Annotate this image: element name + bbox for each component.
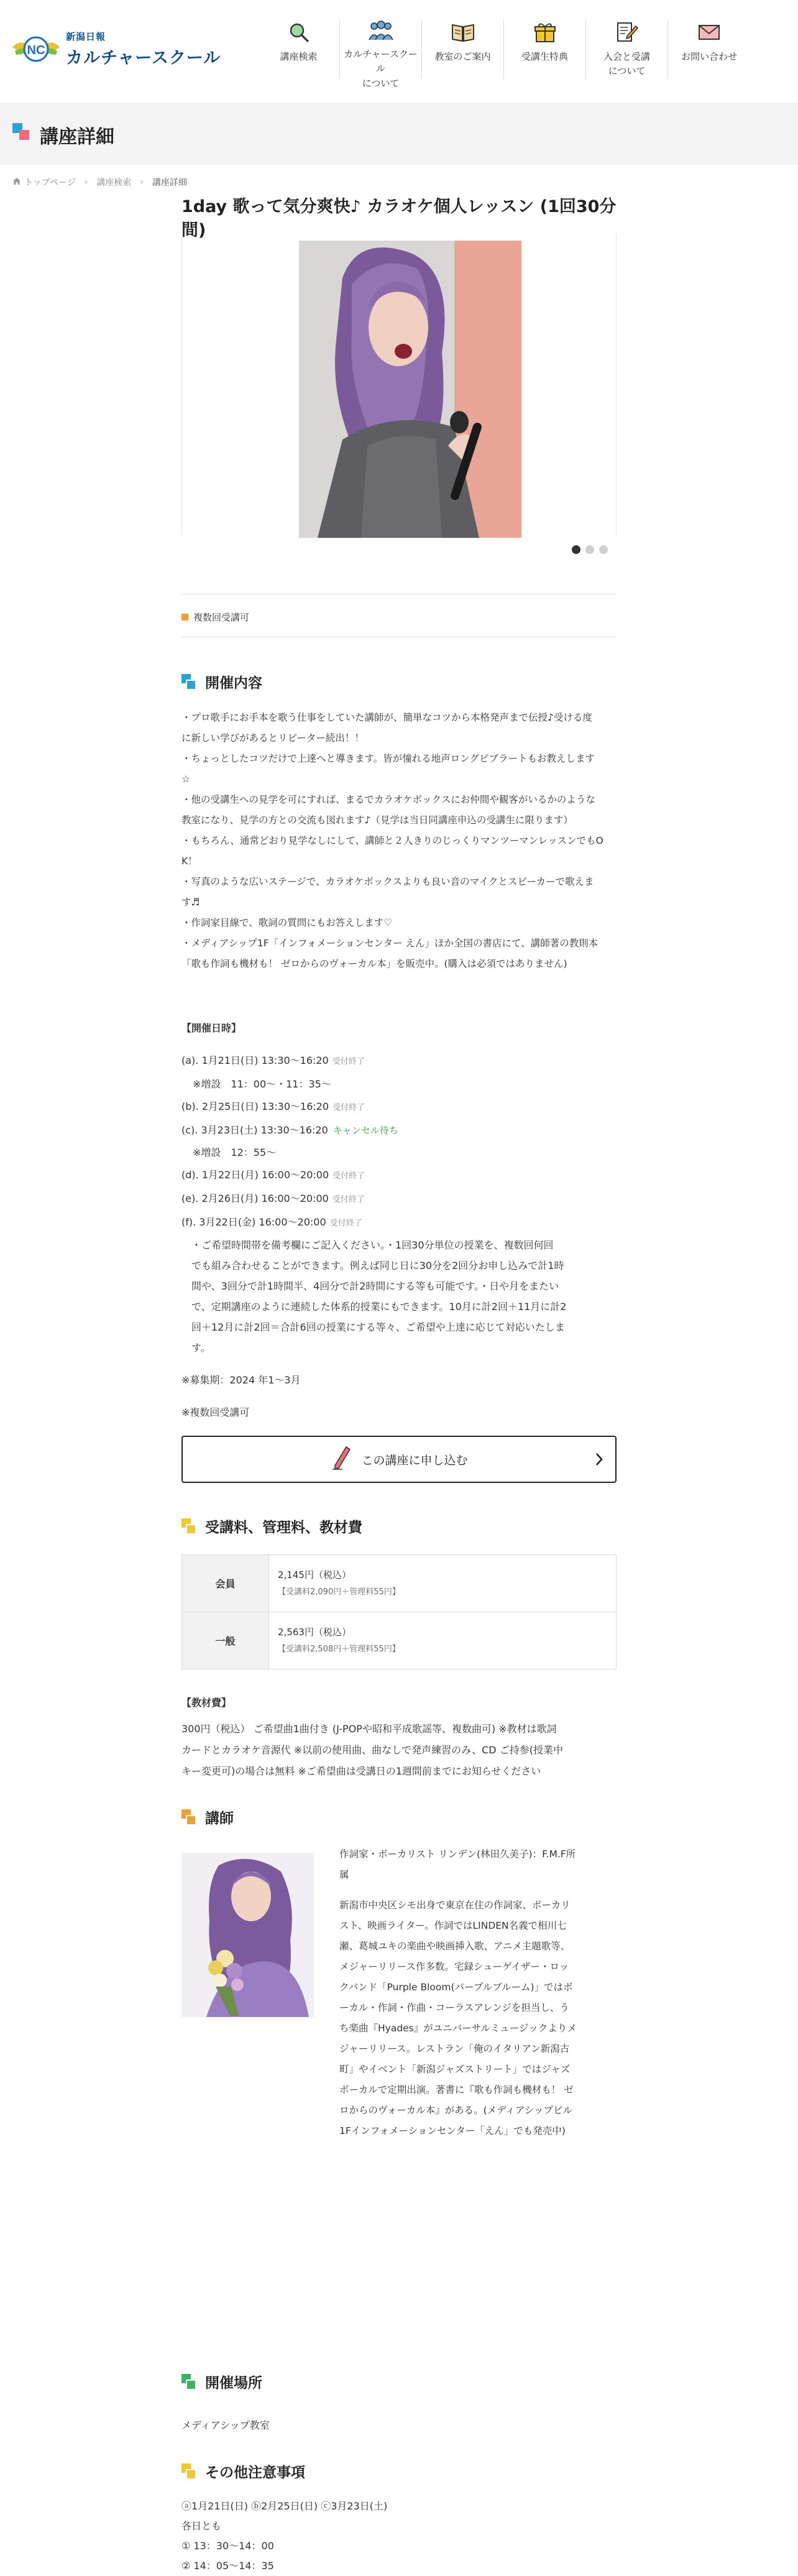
apply-button-label: この講座に申し込む	[361, 1453, 468, 1467]
status-closed: 受付終了	[332, 1103, 365, 1112]
book-icon	[451, 20, 475, 45]
course-title: 1day 歌って気分爽快♪ カラオケ個人レッスン (1回30分間)	[181, 197, 617, 240]
content-line: ・ちょっとしたコツだけで上達へと導きます。皆が憧れる地声ロングビブラートもお教えします	[181, 753, 595, 764]
material-heading: 【教材費】	[181, 1697, 232, 1709]
table-row	[182, 1612, 617, 1669]
pen-icon	[330, 1446, 352, 1474]
nav-item-enrollment[interactable]	[586, 20, 668, 79]
site-logo[interactable]	[11, 30, 221, 68]
content-line: ・もちろん、通常どおり見学なしにして、講師と２人きりのじっくりマンツーマンレッスンでもO	[181, 835, 603, 846]
notes-line: ⓐ1月21日(日) ⓑ2月25日(日) ⓒ3月23日(土)	[181, 2500, 388, 2512]
multi-attendance-note: ※複数回受講可	[181, 1406, 250, 1418]
material-line: キー変更可)の場合は無料 ※ご希望曲は受講日の1週間前までにお知らせください	[181, 1765, 541, 1777]
slider-dot[interactable]	[599, 545, 608, 554]
section-heading-text: その他注意事項	[205, 2465, 305, 2481]
schedule-item-c: (c). 3月23日(土) 13:30〜16:20 キャンセル待ち	[181, 1124, 398, 1136]
nav-label: 入会と受講 について	[603, 51, 650, 77]
teacher-photo	[181, 1853, 314, 2017]
nav-item-contact[interactable]	[668, 20, 750, 79]
section-heading-text: 受講料、管理料、教材費	[205, 1520, 362, 1536]
singer-photo	[299, 241, 521, 538]
teacher-profile	[339, 1844, 617, 2151]
table-row	[182, 1555, 617, 1612]
content-line: K！	[181, 856, 198, 867]
nav-label: 教室のご案内	[434, 51, 491, 62]
content-line: 「歌も作詞も機材も！ ゼロからのヴォーカル本」を販売中。(購入は必須ではありません)	[181, 958, 567, 969]
recruit-period: ※募集期：2024 年1〜3月	[181, 1374, 301, 1386]
content-line: ・作詞家目線で、歌詞の質問にもお答えします♡	[181, 917, 393, 928]
section-marker-icon	[181, 1518, 198, 1535]
teacher-name: 作詞家・ボーカリスト リンデン(林田久美子)：F.M.F所 属	[339, 1849, 576, 1880]
notes-line: ① 13：30〜14：00	[181, 2540, 274, 2552]
content-description	[181, 708, 617, 974]
nav-item-about[interactable]	[340, 20, 422, 89]
svg-text:NC: NC	[27, 44, 45, 57]
apply-course-button[interactable]	[181, 1436, 617, 1483]
status-closed: 受付終了	[329, 1219, 362, 1228]
badge-square-icon	[181, 614, 188, 621]
schedule-item-a: (a). 1月21日(日) 13:30〜16:20 受付終了	[181, 1055, 365, 1066]
fee-kind: 一般	[182, 1612, 269, 1669]
slider-dot[interactable]	[572, 545, 580, 554]
status-closed: 受付終了	[332, 1195, 365, 1204]
section-marker-icon	[181, 674, 198, 690]
schedule-note: ・ご希望時間帯を備考欄にご記入ください。・1回30分単位の授業を、複数回何回 でも組み合わせることができます。例えば同じ日に30分を2回分お申し込みで計1時 間や、3回分で計1時間半、4回分で計2時間にする等も可能です。・日や月をまたい で、定期講座のように連続した体系的授業にもできます。10月に計2回＋11月に計2 回＋12月に計2回＝合計6回の授業にする等々、ご希望や上達に応じて対応いたしま す。	[191, 1239, 567, 1354]
mail-icon	[697, 20, 721, 45]
schedule-item-b: (b). 2月25日(日) 13:30〜16:20 受付終了	[181, 1101, 365, 1112]
section-heading-text: 講師	[205, 1811, 234, 1827]
content-line: 教室になり、見学の方との交流も図れます♪（見学は当日同講座申込の受講生に限ります）	[181, 815, 573, 826]
content-line: す♬	[181, 897, 200, 908]
notes-line: 各日とも	[181, 2520, 222, 2532]
section-heading-notes	[181, 2461, 305, 2481]
notes-line: ② 14：05〜14：35	[181, 2560, 274, 2572]
schedule-heading: 【開催日時】	[181, 1022, 242, 1034]
section-heading-content	[181, 672, 262, 692]
fee-value: 2,145円（税込） 【受講料2,090円＋管理料55円】	[269, 1555, 617, 1612]
material-fee-block	[181, 1692, 617, 1782]
gift-icon	[534, 20, 556, 45]
chevron-right-icon	[594, 1452, 604, 1470]
content-line: に新しい学びがあるとリピーター続出！！	[181, 732, 364, 744]
nav-label: 受講生特典	[521, 51, 568, 62]
breadcrumb-current: 講座詳細	[152, 178, 187, 188]
title-marker-icon	[12, 123, 31, 142]
slider-dot[interactable]	[585, 545, 594, 554]
breadcrumb-home-link[interactable]: トップページ	[24, 178, 76, 188]
schedule-item-d: (d). 1月22日(月) 16:00〜20:00 受付終了	[181, 1169, 365, 1181]
schedule-block	[181, 1017, 617, 1424]
content-line: ・メディアシップ1F「インフォメーションセンター えん」ほか全国の書店にて、講師著の教則本	[181, 938, 598, 949]
breadcrumb-separator-icon: ›	[140, 177, 144, 187]
slider-dots	[572, 545, 608, 554]
section-marker-icon	[181, 2463, 198, 2480]
content-line: ・プロ歌手にお手本を歌う仕事をしていた講師が、簡単なコツから本格発声まで伝授♪受ける度	[181, 712, 592, 723]
section-heading-fees	[181, 1516, 362, 1536]
home-icon	[12, 177, 21, 188]
breadcrumb-separator-icon: ›	[84, 177, 88, 187]
section-heading-place	[181, 2371, 262, 2392]
nav-label: お問い合わせ	[681, 51, 737, 62]
status-closed: 受付終了	[332, 1057, 365, 1066]
content-line: ・他の受講生への見学を可にすれば、まるでカラオケボックスにお仲間や観客がいるかのような	[181, 794, 595, 805]
nav-item-classrooms[interactable]	[422, 20, 504, 79]
place-name: メディアシップ教室	[181, 2419, 270, 2431]
notes-list	[181, 2496, 387, 2576]
status-waitlist: キャンセル待ち	[332, 1125, 398, 1136]
content-line: ☆	[181, 773, 190, 785]
logo-emblem-icon	[11, 32, 61, 66]
breadcrumb-search-link[interactable]: 講座検索	[96, 178, 132, 188]
people-icon	[367, 20, 395, 42]
logo-small-text: 新潟日報	[66, 31, 106, 42]
nav-item-student-benefits[interactable]	[504, 20, 586, 79]
material-line: カードとカラオケ音源代 ※以前の使用曲、曲なしで発声練習のみ、CD ご持参(授業中	[181, 1744, 563, 1756]
material-line: 300円（税込） ご希望曲1曲付き (J-POPや昭和平成歌謡等、複数曲可) ※教材は歌詞	[181, 1723, 557, 1735]
image-slider[interactable]	[181, 234, 617, 535]
teacher-bio: 新潟市中央区シモ出身で東京在住の作詞家、ボーカリ スト、映画ライター。作詞ではLINDEN名義で相川七 瀬、葛城ユキの楽曲や映画挿入歌、アニメ主題歌等、 メジャーリリース作多数。宅録シューゲイザー・ロッ クバンド「Purple Bloom(パープルブルーム)」ではボ ーカル・作詞・作曲・コーラスアレンジを担当し、う ち楽曲『Hyades』がユニバーサルミュージックよりメ ジャーリリース。レストラン「俺のイタリアン新潟古 町」やイベント「新潟ジャズストリート」ではジャズ ボーカルで定期出演。著書に『歌も作詞も機材も！ ゼ ロからのヴォーカル本』がある。(メディアシップビル 1Fインフォメーションセンター「えん」でも発売中)	[339, 1900, 577, 2136]
nav-item-course-search[interactable]	[258, 20, 340, 79]
breadcrumb	[12, 176, 187, 188]
section-marker-icon	[181, 1809, 198, 1826]
nav-label: カルチャースクール について	[344, 48, 418, 89]
status-closed: 受付終了	[332, 1171, 365, 1181]
page-title: 講座詳細	[40, 126, 114, 148]
section-marker-icon	[181, 2374, 198, 2390]
section-heading-teacher	[181, 1807, 234, 1827]
site-header	[0, 0, 798, 103]
multiple-attendance-badge	[181, 611, 249, 624]
badge-label: 複数回受講可	[193, 612, 250, 623]
fee-kind: 会員	[182, 1555, 269, 1612]
page-title-band	[0, 103, 798, 165]
form-pen-icon	[615, 20, 639, 45]
schedule-extra: ※増設 11：00〜・11：35〜	[193, 1078, 331, 1090]
global-nav	[258, 20, 750, 89]
section-heading-text: 開催内容	[205, 675, 262, 691]
nav-label: 講座検索	[280, 51, 318, 62]
section-heading-text: 開催場所	[205, 2375, 262, 2391]
fee-value: 2,563円（税込） 【受講料2,508円＋管理料55円】	[269, 1612, 617, 1669]
search-icon	[288, 20, 310, 45]
schedule-extra: ※増設 12：55〜	[193, 1147, 277, 1158]
fee-table	[181, 1554, 617, 1669]
logo-main-text: カルチャースクール	[66, 48, 221, 68]
schedule-item-f: (f). 3月22日(金) 16:00〜20:00 受付終了	[181, 1216, 362, 1228]
schedule-item-e: (e). 2月26日(月) 16:00〜20:00 受付終了	[181, 1193, 365, 1204]
content-line: ・写真のような広いステージで、カラオケボックスよりも良い音のマイクとスピーカーで歌えま	[181, 876, 594, 887]
